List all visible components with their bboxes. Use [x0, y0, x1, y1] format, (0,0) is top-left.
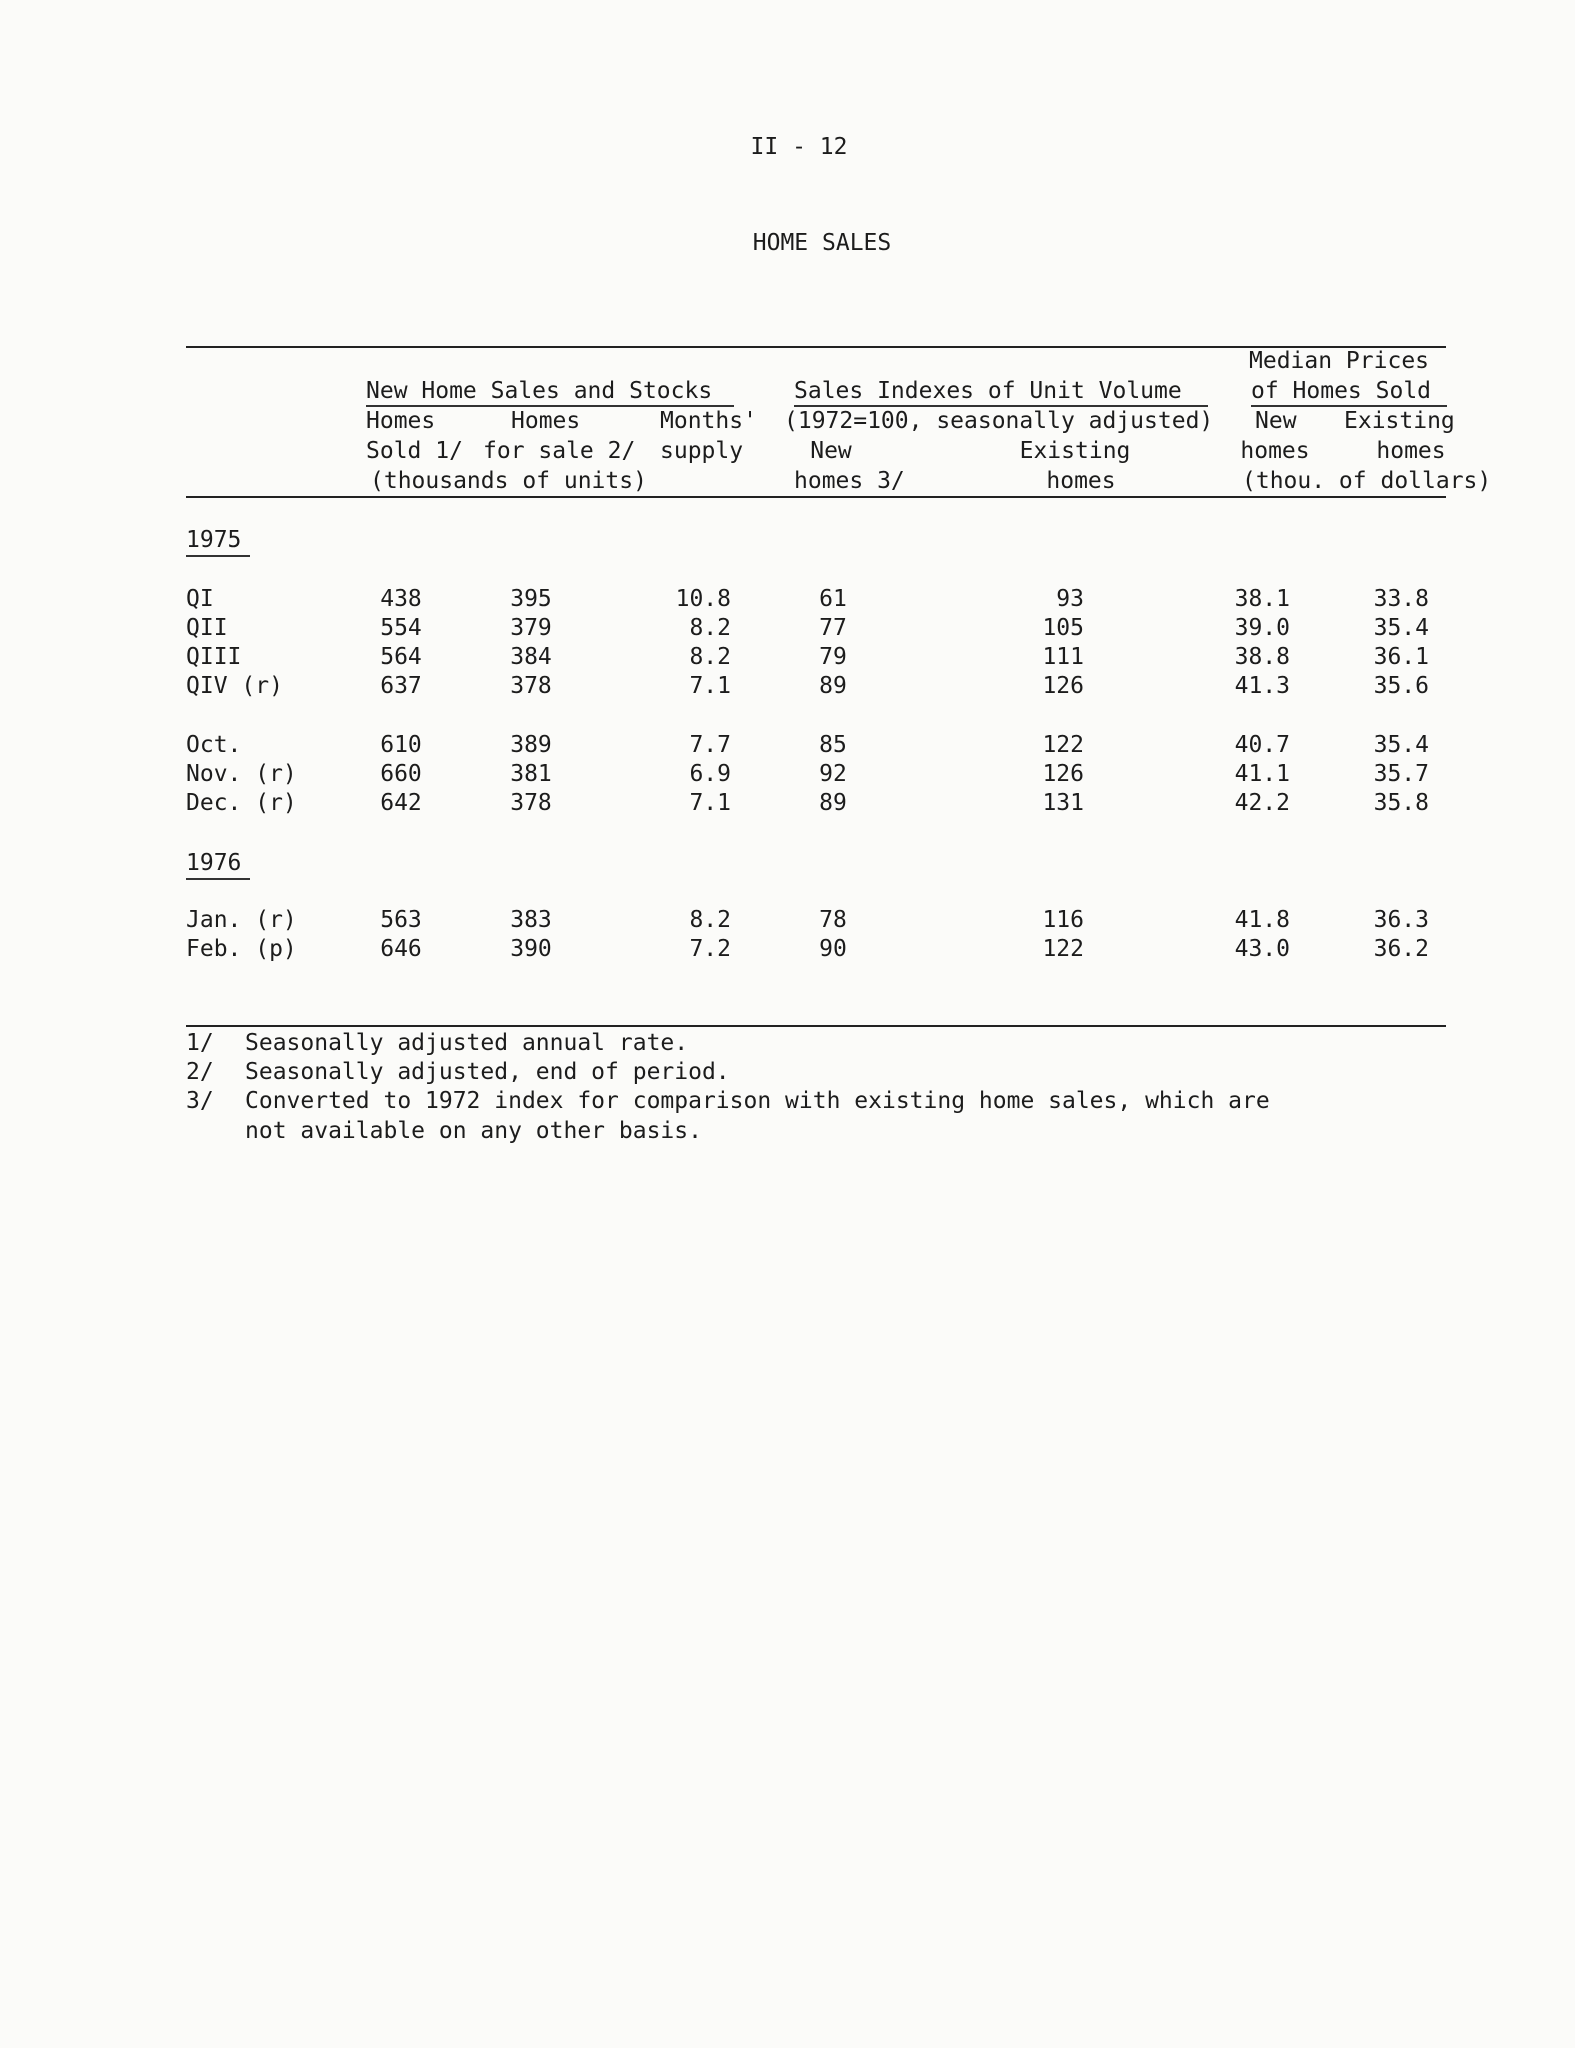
footnote-mark: 3/ — [186, 1088, 214, 1114]
col-sold-2: Sold 1/ — [366, 438, 463, 464]
row-label: QIII — [186, 644, 242, 670]
cell-months-supply: 7.1 — [689, 673, 731, 699]
cell-price-new: 41.3 — [1234, 673, 1290, 699]
cell-price-existing: 35.4 — [1373, 615, 1429, 641]
cell-months-supply: 6.9 — [689, 761, 731, 787]
units-dollars: (thou. of dollars) — [1242, 468, 1492, 494]
cell-index-existing: 122 — [1042, 936, 1084, 962]
footnote-text: Converted to 1972 index for comparison with existing home sales, which are — [245, 1088, 1270, 1114]
header-new-home-sales: New Home Sales and Stocks — [366, 378, 713, 404]
cell-for-sale: 383 — [510, 907, 552, 933]
col-price-existing-2: homes — [1376, 438, 1446, 464]
row-label: QIV (r) — [186, 673, 283, 699]
cell-price-new: 41.1 — [1234, 761, 1290, 787]
cell-price-existing: 35.6 — [1373, 673, 1429, 699]
cell-for-sale: 389 — [510, 732, 552, 758]
cell-sold: 660 — [380, 761, 422, 787]
footnote-mark: 1/ — [186, 1030, 214, 1056]
units-thousands: (thousands of units) — [370, 468, 647, 494]
cell-price-existing: 36.2 — [1373, 936, 1429, 962]
cell-sold: 646 — [380, 936, 422, 962]
row-label: Jan. (r) — [186, 907, 297, 933]
cell-index-new: 89 — [819, 673, 847, 699]
cell-index-existing: 131 — [1042, 790, 1084, 816]
cell-index-existing: 126 — [1042, 761, 1084, 787]
cell-months-supply: 7.1 — [689, 790, 731, 816]
cell-index-existing: 93 — [1056, 586, 1084, 612]
cell-price-existing: 36.3 — [1373, 907, 1429, 933]
cell-months-supply: 8.2 — [689, 644, 731, 670]
cell-index-existing: 126 — [1042, 673, 1084, 699]
page-number: II - 12 — [750, 134, 848, 160]
header-new-home-sales-underline — [366, 405, 734, 407]
row-label: QI — [186, 586, 214, 612]
cell-index-existing: 116 — [1042, 907, 1084, 933]
cell-for-sale: 379 — [510, 615, 552, 641]
cell-for-sale: 378 — [510, 673, 552, 699]
footnote-text: not available on any other basis. — [245, 1118, 702, 1144]
year-label-1975: 1975 — [186, 527, 242, 553]
footnote-text: Seasonally adjusted annual rate. — [245, 1030, 689, 1056]
cell-for-sale: 384 — [510, 644, 552, 670]
row-label: Oct. — [186, 732, 242, 758]
col-idx-new-2: homes 3/ — [794, 468, 905, 494]
cell-months-supply: 8.2 — [689, 907, 731, 933]
cell-index-new: 77 — [819, 615, 847, 641]
row-label: Feb. (p) — [186, 936, 297, 962]
cell-index-new: 90 — [819, 936, 847, 962]
cell-for-sale: 381 — [510, 761, 552, 787]
cell-sold: 564 — [380, 644, 422, 670]
cell-sold: 637 — [380, 673, 422, 699]
row-label: Nov. (r) — [186, 761, 297, 787]
col-months-2: supply — [660, 438, 744, 464]
year-underline-1976 — [186, 878, 250, 880]
col-price-new-2: homes — [1240, 438, 1310, 464]
cell-index-new: 78 — [819, 907, 847, 933]
cell-price-existing: 35.8 — [1373, 790, 1429, 816]
page-title: HOME SALES — [752, 230, 892, 256]
cell-price-existing: 33.8 — [1373, 586, 1429, 612]
cell-sold: 563 — [380, 907, 422, 933]
row-label: Dec. (r) — [186, 790, 297, 816]
cell-for-sale: 390 — [510, 936, 552, 962]
col-idx-existing-1: Existing — [1019, 438, 1131, 464]
cell-months-supply: 7.7 — [689, 732, 731, 758]
cell-index-new: 79 — [819, 644, 847, 670]
footnote-rule — [186, 1025, 1446, 1027]
col-idx-existing-2: homes — [1046, 468, 1116, 494]
cell-price-new: 43.0 — [1234, 936, 1290, 962]
col-forsale-1: Homes — [511, 408, 581, 434]
cell-sold: 610 — [380, 732, 422, 758]
header-median-prices: Median Prices — [1249, 348, 1430, 374]
cell-index-new: 92 — [819, 761, 847, 787]
cell-price-new: 41.8 — [1234, 907, 1290, 933]
cell-sold: 438 — [380, 586, 422, 612]
row-label: QII — [186, 615, 228, 641]
cell-price-new: 39.0 — [1234, 615, 1290, 641]
cell-for-sale: 378 — [510, 790, 552, 816]
col-price-new-1: New — [1255, 408, 1297, 434]
cell-price-new: 38.8 — [1234, 644, 1290, 670]
col-forsale-2: for sale 2/ — [483, 438, 636, 464]
header-sales-indexes-underline — [794, 405, 1208, 407]
cell-index-new: 89 — [819, 790, 847, 816]
cell-price-existing: 35.7 — [1373, 761, 1429, 787]
cell-months-supply: 8.2 — [689, 615, 731, 641]
cell-months-supply: 10.8 — [675, 586, 731, 612]
cell-sold: 642 — [380, 790, 422, 816]
cell-for-sale: 395 — [510, 586, 552, 612]
cell-price-new: 40.7 — [1234, 732, 1290, 758]
cell-price-new: 38.1 — [1234, 586, 1290, 612]
cell-months-supply: 7.2 — [689, 936, 731, 962]
cell-index-existing: 122 — [1042, 732, 1084, 758]
col-sold-1: Homes — [366, 408, 436, 434]
cell-index-new: 85 — [819, 732, 847, 758]
cell-sold: 554 — [380, 615, 422, 641]
col-months-1: Months' — [660, 408, 757, 434]
footnote-mark: 2/ — [186, 1059, 214, 1085]
col-price-existing-1: Existing — [1344, 408, 1455, 434]
year-label-1976: 1976 — [186, 850, 242, 876]
header-rule — [186, 496, 1446, 498]
cell-price-existing: 35.4 — [1373, 732, 1429, 758]
year-underline-1975 — [186, 555, 250, 557]
cell-price-existing: 36.1 — [1373, 644, 1429, 670]
footnote-text: Seasonally adjusted, end of period. — [245, 1059, 730, 1085]
col-idx-new-1: New — [810, 438, 852, 464]
cell-price-new: 42.2 — [1234, 790, 1290, 816]
cell-index-existing: 105 — [1042, 615, 1084, 641]
header-sales-indexes: Sales Indexes of Unit Volume — [794, 378, 1182, 404]
header-prices-underline — [1251, 405, 1447, 407]
cell-index-new: 61 — [819, 586, 847, 612]
index-basis: (1972=100, seasonally adjusted) — [784, 408, 1214, 434]
cell-index-existing: 111 — [1042, 644, 1084, 670]
header-of-homes-sold: of Homes Sold — [1251, 378, 1432, 404]
